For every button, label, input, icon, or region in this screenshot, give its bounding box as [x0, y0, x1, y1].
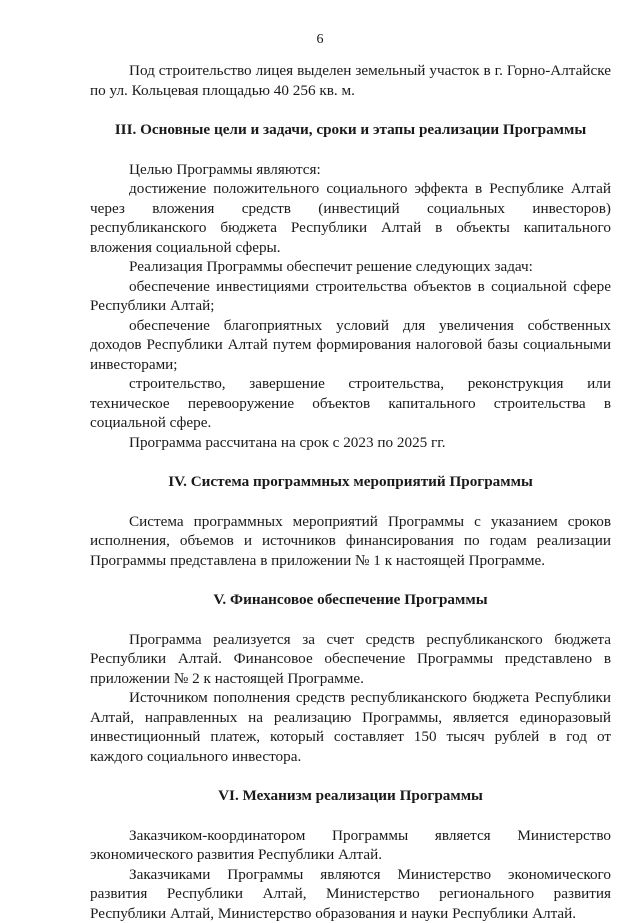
section-6-heading: VI. Механизм реализации Программы — [90, 786, 611, 806]
section-5-paragraph: Программа реализуется за счет средств республиканского бюджета Республики Алтай. Финансовое обеспечение Программы представлено в приложении № 2 к настоящей Программе. — [90, 630, 611, 689]
section-5-heading: V. Финансовое обеспечение Программы — [90, 590, 611, 610]
section-3-paragraph: строительство, завершение строительства, реконструкция или техническое перевооружение объектов капитального строительства в социальной сфере. — [90, 374, 611, 433]
section-4-paragraph: Система программных мероприятий Программы с указанием сроков исполнения, объемов и источников финансирования по годам реализации Программы представлена в приложении № 1 к настоящей Программе. — [90, 512, 611, 571]
section-3-paragraph: обеспечение благоприятных условий для увеличения собственных доходов Республики Алтай путем формирования налоговой базы социальными инвесторами; — [90, 316, 611, 375]
section-3-heading: III. Основные цели и задачи, сроки и этапы реализации Программы — [90, 120, 611, 140]
section-3-paragraph: Целью Программы являются: — [90, 160, 611, 180]
section-3-paragraph: достижение положительного социального эффекта в Республике Алтай через вложения средств (инвестиций социальных инвесторов) республиканского бюджета Республики Алтай в объекты капитального вложения социальной сферы. — [90, 179, 611, 257]
section-6-paragraph: Заказчиками Программы являются Министерство экономического развития Республики Алтай, Министерство регионального развития Республики Алтай, Министерство образования и науки Республики Алтай. — [90, 865, 611, 923]
intro-paragraph: Под строительство лицея выделен земельный участок в г. Горно-Алтайске по ул. Кольцевая площадью 40 256 кв. м. — [90, 61, 611, 100]
section-6-paragraph: Заказчиком-координатором Программы является Министерство экономического развития Республики Алтай. — [90, 826, 611, 865]
page-number: 6 — [0, 30, 640, 50]
section-5-paragraph: Источником пополнения средств республиканского бюджета Республики Алтай, направленных на реализацию Программы, является единоразовый инвестиционный платеж, который составляет 150 тысяч рублей в год от каждого социального инвестора. — [90, 688, 611, 766]
page-content — [90, 61, 611, 923]
section-4-heading: IV. Система программных мероприятий Программы — [90, 472, 611, 492]
section-3-paragraph: Реализация Программы обеспечит решение следующих задач: — [90, 257, 611, 277]
section-3-paragraph: обеспечение инвестициями строительства объектов в социальной сфере Республики Алтай; — [90, 277, 611, 316]
section-3-paragraph: Программа рассчитана на срок с 2023 по 2025 гг. — [90, 433, 611, 453]
